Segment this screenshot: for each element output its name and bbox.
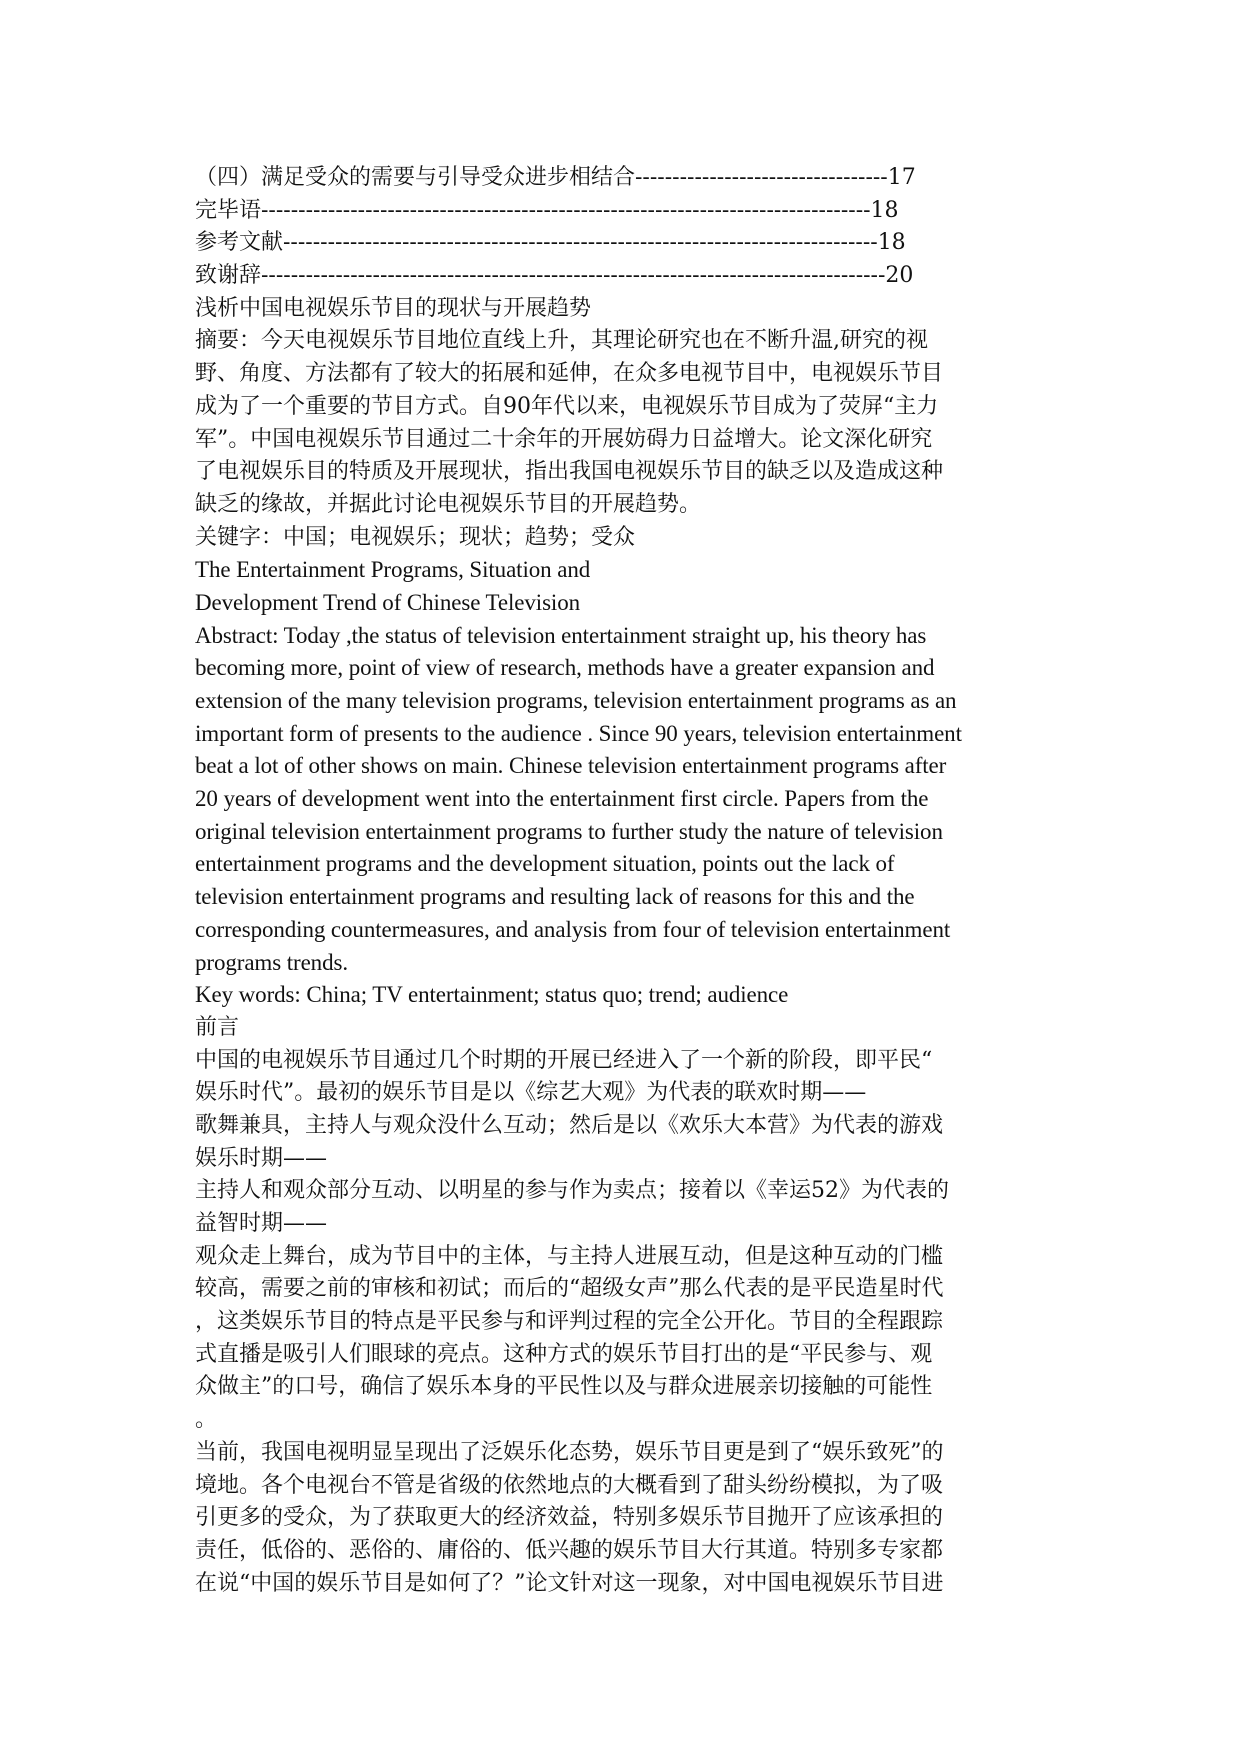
abstract-en-line: entertainment programs and the development situation, points out the lack of (195, 851, 895, 877)
toc-entry: 完毕语----------------------------------------------------------------------------------18 (195, 197, 899, 223)
preface-paragraph-1 (195, 1045, 1055, 1437)
preface-line: 引更多的受众，为了获取更大的经济效益，特别多娱乐节目抛开了应该承担的 (195, 1505, 944, 1531)
preface-line: 中国的电视娱乐节目通过几个时期的开展已经进入了一个新的阶段，即平民“ (195, 1047, 933, 1073)
paper-title-en-line: Development Trend of Chinese Television (195, 589, 581, 615)
preface-line: 娱乐时期—— (195, 1145, 328, 1171)
toc-entry: （四）满足受众的需要与引导受众进步相结合----------------------------------17 (195, 165, 916, 190)
abstract-cn-line: 军”。中国电视娱乐节目通过二十余年的开展妨碍力日益增大。论文深化研究 (195, 426, 933, 452)
abstract-en-line: becoming more, point of view of research, methods have a greater expansion and (195, 655, 935, 681)
abstract-en-line: programs trends. (195, 949, 348, 975)
abstract-en-line: Abstract: Today ,the status of television entertainment straight up, his theory has (195, 622, 927, 648)
abstract-cn (195, 325, 1055, 521)
abstract-en (195, 620, 1055, 980)
preface-line: 境地。各个电视台不管是省级的依然地点的大概看到了甜头纷纷模拟，为了吸 (195, 1472, 944, 1498)
preface-line: 歌舞兼具，主持人与观众没什么互动；然后是以《欢乐大本营》为代表的游戏 (195, 1112, 944, 1138)
paper-title-cn: 浅析中国电视娱乐节目的现状与开展趋势 (195, 295, 592, 321)
preface-line: 主持人和观众部分互动、以明星的参与作为卖点；接着以《幸运52》为代表的 (195, 1178, 949, 1204)
preface-line: 观众走上舞台，成为节目中的主体，与主持人进展互动，但是这种互动的门槛 (195, 1243, 944, 1269)
preface-line: 众做主”的口号，确信了娱乐本身的平民性以及与群众进展亲切接触的可能性 (195, 1374, 933, 1400)
table-of-contents (195, 162, 1055, 293)
preface-line: 娱乐时代”。最初的娱乐节目是以《综艺大观》为代表的联欢时期—— (195, 1080, 867, 1106)
abstract-cn-line: 摘要：今天电视娱乐节目地位直线上升，其理论研究也在不断升温,研究的视 (195, 328, 928, 354)
preface-line: 益智时期—— (195, 1211, 328, 1236)
abstract-cn-line: 缺乏的缘故，并据此讨论电视娱乐节目的开展趋势。 (195, 491, 702, 517)
abstract-cn-line: 了电视娱乐目的特质及开展现状，指出我国电视娱乐节目的缺乏以及造成这种 (195, 459, 944, 485)
abstract-en-line: beat a lot of other shows on main. Chinese television entertainment programs after (195, 753, 947, 779)
keywords-cn: 关键字：中国；电视娱乐；现状；趋势；受众 (195, 524, 636, 550)
keywords-en: Key words: China; TV entertainment; status quo; trend; audience (195, 982, 789, 1008)
document-body (195, 162, 1055, 1600)
abstract-en-line: important form of presents to the audience . Since 90 years, television entertainment (195, 720, 962, 746)
abstract-en-line: original television entertainment programs to further study the nature of television (195, 818, 943, 844)
abstract-en-line: television entertainment programs and resulting lack of reasons for this and the (195, 884, 915, 910)
abstract-en-line: 20 years of development went into the entertainment first circle. Papers from the (195, 786, 929, 812)
abstract-cn-line: 野、角度、方法都有了较大的拓展和延伸，在众多电视节目中，电视娱乐节目 (195, 361, 944, 387)
preface-paragraph-2 (195, 1437, 1055, 1600)
preface-line: 责任，低俗的、恶俗的、庸俗的、低兴趣的娱乐节目大行其道。特别多专家都 (195, 1537, 944, 1563)
preface-line: 式直播是吸引人们眼球的亮点。这种方式的娱乐节目打出的是“平民参与、观 (195, 1341, 933, 1367)
abstract-cn-line: 成为了一个重要的节目方式。自90年代以来，电视娱乐节目成为了荧屏“主力 (195, 393, 939, 419)
abstract-en-line: corresponding countermeasures, and analysis from four of television entertainment (195, 916, 951, 942)
abstract-en-line: extension of the many television programs, television entertainment programs as an (195, 688, 957, 713)
paper-title-en (195, 554, 1055, 619)
preface-line: ，这类娱乐节目的特点是平民参与和评判过程的完全公开化。节目的全程跟踪 (195, 1309, 944, 1335)
preface-heading: 前言 (195, 1014, 240, 1040)
toc-entry: 参考文献--------------------------------------------------------------------------------18 (195, 230, 906, 256)
toc-entry: 致谢辞------------------------------------------------------------------------------------20 (195, 263, 914, 289)
paper-title-en-line: The Entertainment Programs, Situation and (195, 557, 591, 583)
preface-line: 当前，我国电视明显呈现出了泛娱乐化态势，娱乐节目更是到了“娱乐致死”的 (195, 1439, 944, 1465)
preface-line: 。 (195, 1407, 218, 1433)
preface-line: 较高，需要之前的审核和初试；而后的“超级女声”那么代表的是平民造星时代 (195, 1276, 944, 1302)
preface-line: 在说“中国的娱乐节目是如何了？”论文针对这一现象，对中国电视娱乐节目进 (195, 1570, 944, 1596)
